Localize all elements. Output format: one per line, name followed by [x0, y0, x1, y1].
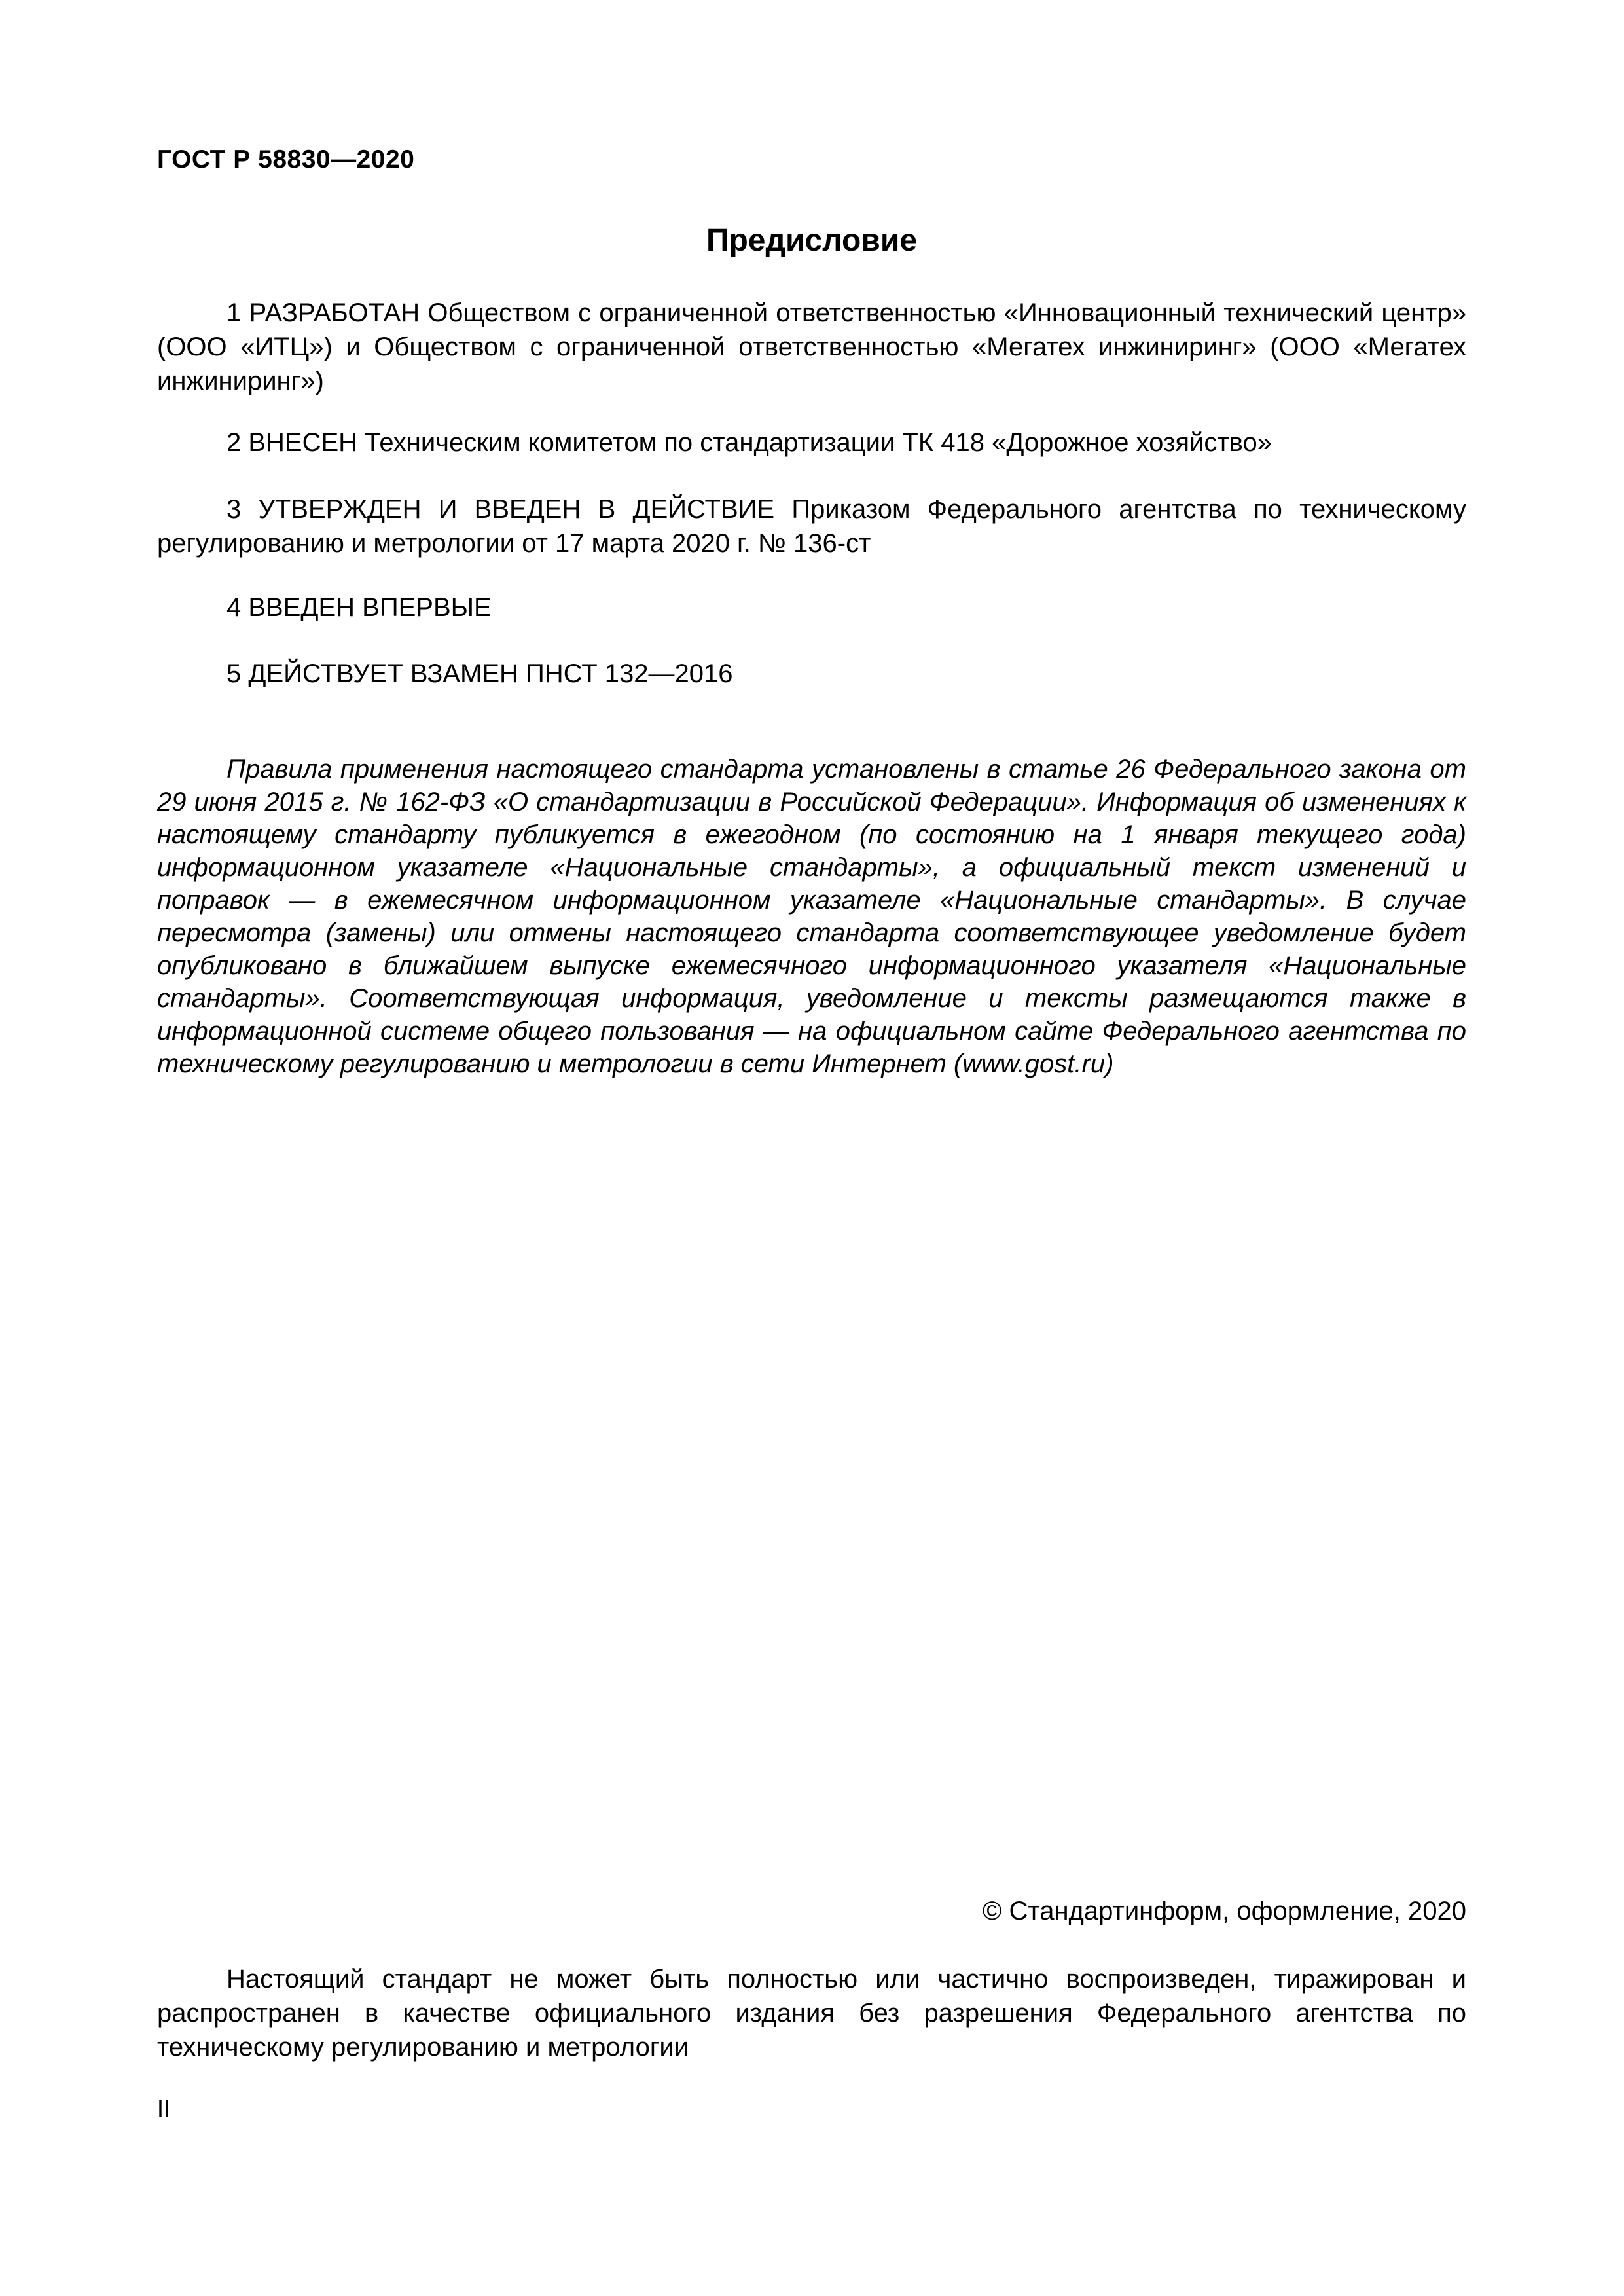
page-title: Предисловие — [706, 223, 918, 258]
rules-notice — [157, 753, 1466, 1080]
reproduction-notice — [157, 1962, 1466, 2064]
foreword-item-text: 5 ДЕЙСТВУЕТ ВЗАМЕН ПНСТ 132—2016 — [226, 659, 733, 688]
foreword-item-text: 3 УТВЕРЖДЕН И ВВЕДЕН В ДЕЙСТВИЕ Приказом Федерального агентства по техническому регулированию и метрологии от 17 марта 2020 г. № 136-ст — [157, 495, 1466, 558]
page-number: II — [157, 2095, 171, 2122]
foreword-item-text: 2 ВНЕСЕН Техническим комитетом по стандартизации ТК 418 «Дорожное хозяйство» — [226, 428, 1272, 457]
foreword-item-first-introduced — [157, 591, 1466, 625]
foreword-item-text: 4 ВВЕДЕН ВПЕРВЫЕ — [226, 593, 492, 622]
foreword-item-approved — [157, 492, 1466, 560]
foreword-item-replaces — [157, 657, 1466, 691]
copyright-line: © Стандартинформ, оформление, 2020 — [982, 1897, 1466, 1925]
foreword-item-text: 1 РАЗРАБОТАН Обществом с ограниченной ответственностью «Инновационный технический центр» (ООО «ИТЦ») и Обществом с ограниченной ответственностью «Мегатех инжиниринг» (ООО «Мегатех инжиниринг») — [157, 299, 1466, 395]
rules-notice-text: Правила применения настоящего стандарта установлены в статье 26 Федерального закона от 29 июня 2015 г. № 162-ФЗ «О стандартизации в Российской Федерации». Информация об изменениях к настоящему стандарту публикуется в ежегодном (по состоянию на 1 января текущего года) информационном указателе «Национальные стандарты», а официальный текст изменений и поправок — в ежемесячном информационном указателе «Национальные стандарты». В случае пересмотра (замены) или отмены настоящего стандарта соответствующее уведомление будет опубликовано в ближайшем выпуске ежемесячного информационного указателя «Национальные стандарты». Соответствующая информация, уведомление и тексты размещаются также в информационной системе общего пользования — на официальном сайте Федерального агентства по техническому регулированию и метрологии в сети Интернет (www.gost.ru) — [157, 755, 1466, 1078]
reproduction-notice-text: Настоящий стандарт не может быть полностью или частично воспроизведен, тиражирован и распространен в качестве официального издания без разрешения Федерального агентства по техническому регулированию и метрологии — [157, 1965, 1466, 2062]
foreword-item-developed — [157, 296, 1466, 398]
foreword-item-introduced — [157, 426, 1466, 460]
document-code: ГОСТ Р 58830—2020 — [157, 145, 415, 173]
